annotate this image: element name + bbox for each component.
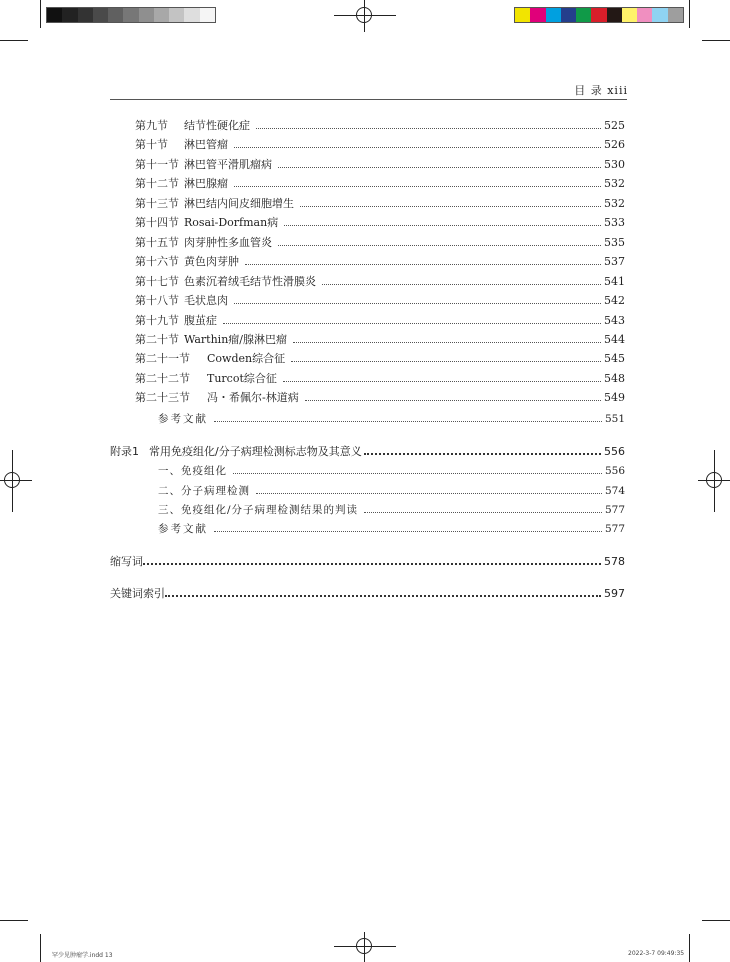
leader-dots (283, 381, 601, 382)
leader-dots (256, 128, 601, 129)
toc-row-index[interactable] (110, 585, 625, 601)
gray-swatch (184, 8, 199, 22)
toc-row-section[interactable] (135, 195, 625, 211)
toc-label: 第十七节 (135, 274, 179, 288)
toc-title: 腹茧症 (184, 313, 217, 327)
gray-swatch (78, 8, 93, 22)
toc-row-section[interactable] (135, 156, 625, 172)
leader-dots (245, 264, 601, 265)
toc-title: 淋巴管瘤 (184, 138, 228, 152)
leader-dots (234, 186, 601, 187)
toc-title: Rosai-Dorfman病 (184, 216, 279, 230)
toc-row-abbreviations[interactable] (110, 553, 625, 569)
leader-dots (234, 147, 601, 148)
toc-row-appendix-item[interactable] (158, 502, 625, 517)
crop-mark-bottom-right-h (702, 920, 730, 921)
leader-dots (278, 167, 601, 168)
toc-page: 532 (604, 196, 625, 210)
gray-swatch (123, 8, 138, 22)
toc-title: 冯・希佩尔-林道病 (207, 391, 299, 405)
leader-dots (364, 453, 601, 455)
toc-row-section[interactable] (135, 292, 625, 308)
toc-label: 第九节 (135, 119, 168, 132)
toc-row-references[interactable] (158, 411, 625, 426)
registration-circle-right (706, 472, 722, 488)
toc-page: 551 (604, 413, 625, 425)
gray-swatch (108, 8, 123, 22)
toc-label: 第十四节 (135, 216, 179, 230)
gray-swatch (93, 8, 108, 22)
toc-label: 第二十节 (135, 332, 179, 346)
toc-title: 一、免疫组化 (158, 465, 227, 477)
color-swatch (622, 8, 637, 22)
toc-page: 544 (604, 332, 625, 346)
toc-title: Cowden综合征 (207, 352, 286, 366)
leader-dots (300, 206, 601, 207)
crop-mark-top-left-h (0, 40, 28, 41)
crop-mark-top-left-v (40, 0, 41, 28)
toc-row-appendix[interactable] (110, 443, 625, 459)
color-swatch (607, 8, 622, 22)
leader-dots (293, 342, 601, 343)
toc-label: 第十九节 (135, 313, 179, 327)
grayscale-calibration-strip (46, 7, 216, 23)
gray-swatch (139, 8, 154, 22)
toc-row-section[interactable] (135, 117, 625, 133)
toc-row-references-2[interactable] (158, 521, 625, 536)
gray-swatch (154, 8, 169, 22)
toc-label: 第十八节 (135, 294, 179, 308)
toc-title: Turcot综合征 (207, 371, 277, 385)
leader-dots (256, 493, 602, 494)
toc-title: 二、分子病理检测 (158, 484, 250, 497)
leader-dots (143, 563, 601, 565)
gray-swatch (169, 8, 184, 22)
registration-circle-top (356, 7, 372, 23)
toc-row-section[interactable] (135, 273, 625, 289)
footer-file-info: 罕少见肿瘤学.indd 13 (52, 952, 113, 959)
leader-dots (223, 323, 601, 324)
toc-label: 第十六节 (135, 255, 179, 269)
color-swatch (591, 8, 606, 22)
toc-title: 肉芽肿性多血管炎 (184, 235, 272, 249)
leader-dots (214, 531, 602, 532)
toc-page: 574 (604, 484, 625, 497)
color-swatch (546, 8, 561, 22)
leader-dots (322, 284, 601, 285)
toc-label: 第二十三节 (135, 391, 190, 405)
toc-page: 549 (604, 391, 625, 405)
toc-page: 545 (604, 352, 625, 366)
toc-title: 淋巴管平滑肌瘤病 (184, 157, 272, 171)
toc-page: 537 (604, 255, 625, 269)
toc-row-section[interactable] (135, 331, 625, 347)
leader-dots (291, 361, 601, 362)
leader-dots (165, 595, 601, 597)
toc-label: 第十三节 (135, 196, 179, 210)
running-header: 目 录 xiii (574, 84, 628, 97)
color-calibration-strip (514, 7, 684, 23)
toc-page: 535 (604, 235, 625, 249)
crop-mark-bottom-left-v (40, 934, 41, 962)
toc-row-section[interactable] (135, 253, 625, 269)
toc-title: 色素沉着绒毛结节性滑膜炎 (184, 274, 316, 288)
toc-row-section[interactable] (135, 312, 625, 328)
toc-page: 548 (604, 371, 625, 385)
color-swatch (652, 8, 667, 22)
toc-title: Warthin瘤/腺淋巴瘤 (184, 332, 287, 346)
crop-mark-top-right-v (689, 0, 690, 28)
registration-circle-bottom (356, 938, 372, 954)
toc-title: 淋巴腺瘤 (184, 177, 228, 191)
toc-label: 附录1 (110, 445, 139, 458)
toc-label: 第十二节 (135, 177, 179, 191)
registration-circle-left (4, 472, 20, 488)
toc-title: 参考文献 (158, 413, 208, 425)
toc-title: 三、免疫组化/分子病理检测结果的判读 (158, 504, 359, 516)
toc-label: 第十节 (135, 138, 168, 152)
toc-row-appendix-item[interactable] (158, 483, 625, 498)
toc-page: 556 (604, 465, 625, 477)
footer-timestamp: 2022-3-7 09:49:35 (628, 950, 685, 957)
toc-page: 532 (604, 177, 625, 191)
toc-title: 淋巴结内间皮细胞增生 (184, 196, 294, 210)
leader-dots (305, 400, 601, 401)
crop-mark-bottom-left-h (0, 920, 28, 921)
toc-row-appendix-item[interactable] (158, 463, 625, 478)
toc-title: 黄色肉芽肿 (184, 255, 239, 269)
toc-row-section[interactable] (135, 136, 625, 152)
toc-page: 526 (604, 138, 625, 152)
toc-label: 第十一节 (135, 157, 179, 171)
color-swatch (561, 8, 576, 22)
toc-page: 597 (604, 587, 625, 600)
crop-mark-top-right-h (702, 40, 730, 41)
toc-row-section[interactable] (135, 350, 625, 366)
toc-page: 543 (604, 313, 625, 327)
color-swatch (668, 8, 683, 22)
toc-row-section[interactable] (135, 389, 625, 405)
toc-title: 缩写词 (110, 555, 143, 568)
toc-title: 关键词索引 (110, 587, 165, 600)
toc-page: 541 (604, 274, 625, 288)
leader-dots (233, 473, 602, 474)
toc-label: 第十五节 (135, 235, 179, 249)
toc-page: 533 (604, 216, 625, 230)
toc-row-section[interactable] (135, 175, 625, 191)
toc-page: 578 (604, 555, 625, 568)
leader-dots (234, 303, 601, 304)
toc-label: 第二十二节 (135, 371, 190, 385)
toc-row-section[interactable] (135, 214, 625, 230)
color-swatch (530, 8, 545, 22)
toc-page: 577 (604, 523, 625, 535)
gray-swatch (47, 8, 62, 22)
toc-page: 542 (604, 294, 625, 308)
toc-page: 577 (604, 504, 625, 516)
crop-mark-bottom-right-v (689, 934, 690, 962)
header-rule (110, 99, 627, 100)
color-swatch (637, 8, 652, 22)
gray-swatch (200, 8, 215, 22)
toc-title: 结节性硬化症 (184, 119, 250, 132)
leader-dots (364, 512, 602, 513)
toc-title: 参考文献 (158, 523, 208, 535)
toc-page: 525 (604, 119, 625, 132)
color-swatch (515, 8, 530, 22)
toc-page: 556 (604, 445, 625, 458)
leader-dots (278, 245, 601, 246)
leader-dots (284, 225, 601, 226)
toc-title: 毛状息肉 (184, 294, 228, 308)
toc-row-section[interactable] (135, 234, 625, 250)
toc-row-section[interactable] (135, 370, 625, 386)
toc-page: 530 (604, 157, 625, 171)
toc-title: 常用免疫组化/分子病理检测标志物及其意义 (149, 445, 362, 458)
gray-swatch (62, 8, 77, 22)
toc-label: 第二十一节 (135, 352, 190, 366)
leader-dots (214, 421, 602, 422)
color-swatch (576, 8, 591, 22)
